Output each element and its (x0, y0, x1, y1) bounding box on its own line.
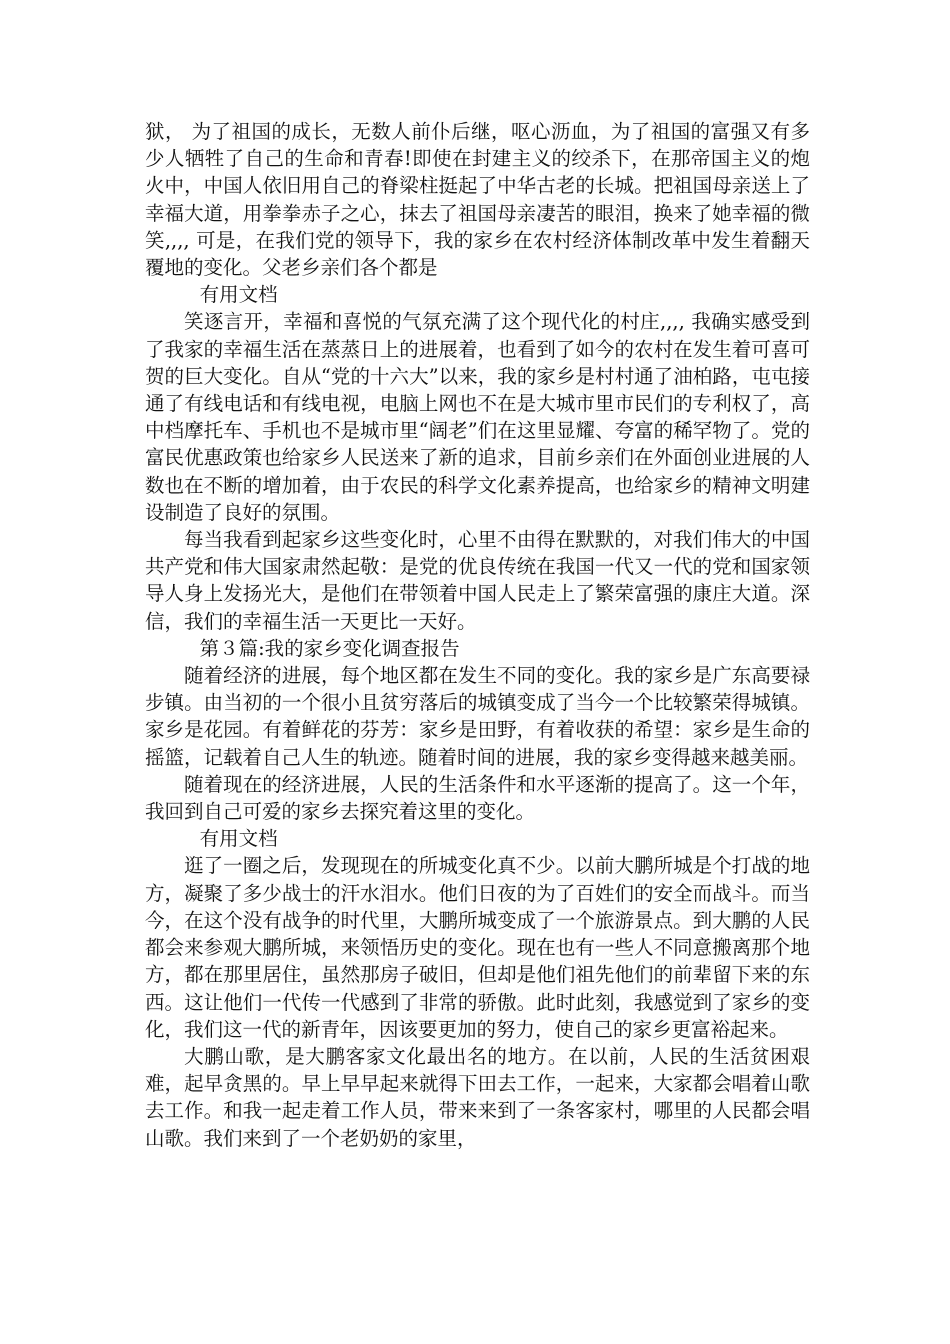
paragraph-4: 随着经济的进展，每个地区都在发生不同的变化。我的家乡是广东高要禄步镇。由当初的一个很小且贫穷落后的城镇变成了当今一个比较繁荣得城镇。家乡是花园。有着鲜花的芬芳：家乡是田野，有着收获的希望：家乡是生命的摇篮，记载着自己人生的轨迹。随着时间的进展，我的家乡变得越来越美丽。 (145, 664, 810, 769)
paragraph-1: 狱， 为了祖国的成长，无数人前仆后继，呕心沥血，为了祖国的富强又有多少人牺牲了自己的生命和青春!即使在封建主义的绞杀下，在那帝国主义的炮火中，中国人依旧用自己的脊梁柱挺起了中华古老的长城。把祖国母亲送上了幸福大道，用拳拳赤子之心，抹去了祖国母亲凄苦的眼泪，换来了她幸福的微笑,,,, 可是，在我们党的领导下，我的家乡在农村经济体制改革中发生着翻天覆地的变化。父老乡亲们各个都是 (145, 120, 810, 280)
section-heading: 第３篇:我的家乡变化调查报告 (199, 636, 460, 660)
paragraph-3: 每当我看到起家乡这些变化时，心里不由得在默默的，对我们伟大的中国共产党和伟大国家肃然起敬：是党的优良传统在我国一代又一代的党和国家领导人身上发扬光大，是他们在带领着中国人民走上了繁荣富强的康庄大道。深信，我们的幸福生活一天更比一天好。 (145, 528, 810, 633)
paragraph-2: 笑逐言开，幸福和喜悦的气氛充满了这个现代化的村庄,,,, 我确实感受到了我家的幸福生活在蒸蒸日上的进展着，也看到了如今的农村在发生着可喜可贺的巨大变化。自从“党的十六大”以来，我的家乡是村村通了油柏路，屯屯接通了有线电话和有线电视，电脑上网也不在是大城市里市民们的专利权了，高中档摩托车、手机也不是城市里“阔老”们在这里显耀、夸富的稀罕物了。党的富民优惠政策也给家乡人民送来了新的追求，目前乡亲们在外面创业进展的人数也在不断的增加着，由于农民的科学文化素养提高，也给家乡的精神文明建设制造了良好的氛围。 (145, 310, 810, 524)
doc-label: 有用文档 (199, 283, 278, 307)
document-page (145, 118, 810, 1152)
paragraph-7: 大鹏山歌，是大鹏客家文化最出名的地方。在以前，人民的生活贫困艰难，起早贪黑的。早上早早起来就得下田去工作，一起来，大家都会唱着山歌去工作。和我一起走着工作人员，带来来到了一条客家村，哪里的人民都会唱山歌。我们来到了一个老奶奶的家里， (145, 1044, 810, 1150)
doc-label: 有用文档 (199, 827, 278, 851)
paragraph-6: 逛了一圈之后，发现现在的所城变化真不少。以前大鹏所城是个打战的地方，凝聚了多少战士的汗水泪水。他们日夜的为了百姓们的安全而战斗。而当今，在这个没有战争的时代里，大鹏所城变成了一个旅游景点。到大鹏的人民都会来参观大鹏所城，来领悟历史的变化。现在也有一些人不同意搬离那个地方，都在那里居住，虽然那房子破旧，但却是他们祖先他们的前辈留下来的东西。这让他们一代传一代感到了非常的骄傲。此时此刻，我感觉到了家乡的变化，我们这一代的新青年，因该要更加的努力，使自己的家乡更富裕起来。 (145, 854, 810, 1041)
paragraph-5: 随着现在的经济进展，人民的生活条件和水平逐渐的提高了。这一个年，我回到自己可爱的家乡去探究着这里的变化。 (145, 772, 810, 824)
